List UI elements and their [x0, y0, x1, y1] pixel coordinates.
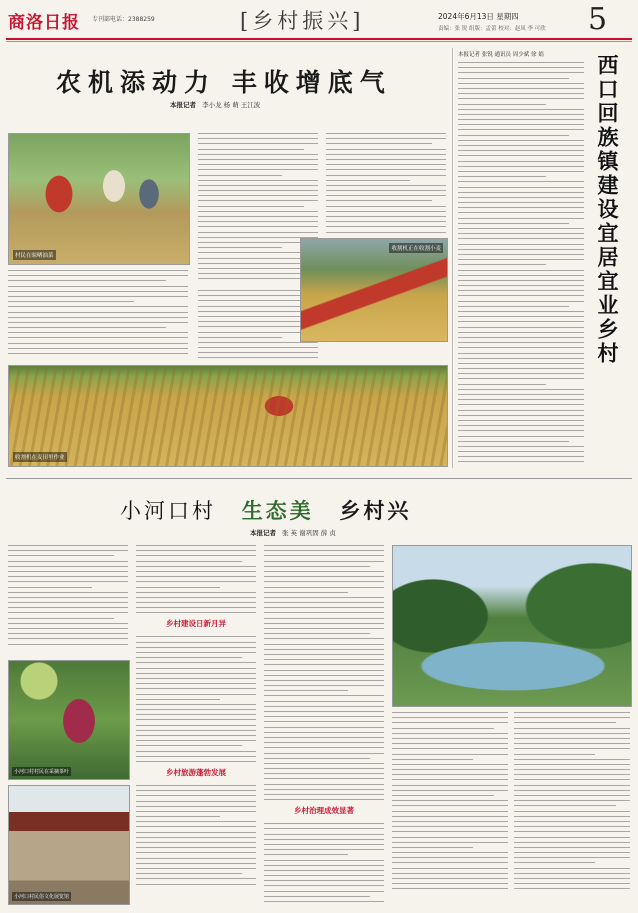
story3-col-3: [392, 712, 508, 903]
story3-photo1-caption: 小河口村村民在采摘茶叶: [14, 769, 70, 775]
story1-photo3-caption: 收割机在麦田里作业: [13, 452, 67, 462]
issue-date: 2024年6月13日 星期四: [438, 12, 519, 21]
story1-col-left: [8, 270, 188, 358]
story3-headline-b: 生态美: [241, 498, 314, 523]
story1-photo-harvester: [300, 238, 448, 342]
story3-photo-tea-picking: [8, 660, 130, 780]
story3-subhead-3: 乡村治理成效显著: [294, 806, 354, 816]
masthead-rule-thin: [6, 41, 632, 42]
story3-photo-river-landscape: [392, 545, 632, 707]
page-number: 5: [588, 2, 608, 37]
section-title: [乡村振兴]: [240, 9, 365, 33]
newspaper-logo: 商洛日报: [8, 13, 80, 33]
story3-col-1: [136, 545, 256, 903]
story3-photo2-caption: 小河口村民俗文化展览馆: [14, 894, 70, 900]
story3-subhead-2: 乡村旅游蓬勃发展: [166, 767, 226, 777]
story2-divider: [452, 48, 453, 468]
story3-col-2: [264, 545, 384, 903]
story3-col-intro: [8, 545, 128, 655]
story1-photo-villagers: [8, 133, 190, 265]
story3-photo-museum: [8, 785, 130, 905]
story1-byline-prefix: 本报记者: [170, 101, 196, 109]
editor-credits: 责编：张 锐 组版：孟蕾 校对：赵凤 李 可欣: [438, 26, 546, 32]
story3-headline: [120, 495, 411, 525]
story1-photo-wide-field: [8, 365, 448, 467]
story3-reporters: 张 英 谢巩固 薛 贞: [282, 529, 336, 537]
story2-col-a: [458, 62, 584, 467]
story3-headline-a: 小河口村: [120, 499, 216, 523]
story1-reporters: 李小龙 杨 萌 王江波: [202, 101, 261, 109]
story3-byline-prefix: 本报记者: [250, 529, 276, 537]
section-divider: [6, 478, 632, 479]
story3-headline-c: 乡村兴: [339, 498, 412, 523]
story2-vertical-title: 西口回族镇建设宜居宜业乡村: [595, 54, 619, 366]
story2-byline: 本报记者 张锐 通讯员 周少斌 徐 娟: [458, 52, 544, 58]
story3-col-4: [514, 712, 630, 903]
story3-subhead-1: 乡村建设日新月异: [166, 619, 226, 629]
story1-photo1-caption: 村民在晾晒油菜: [13, 250, 56, 260]
hotline-text: 专刊部电话：2388259: [92, 16, 155, 23]
story1-col-right: [326, 133, 446, 233]
story1-byline: [170, 100, 260, 109]
story3-byline: [250, 528, 336, 537]
story1-photo2-caption: 收割机正在收割小麦: [389, 243, 443, 253]
story1-headline: 农机添动力 丰收增底气: [56, 68, 392, 97]
masthead-rule: [6, 38, 632, 40]
